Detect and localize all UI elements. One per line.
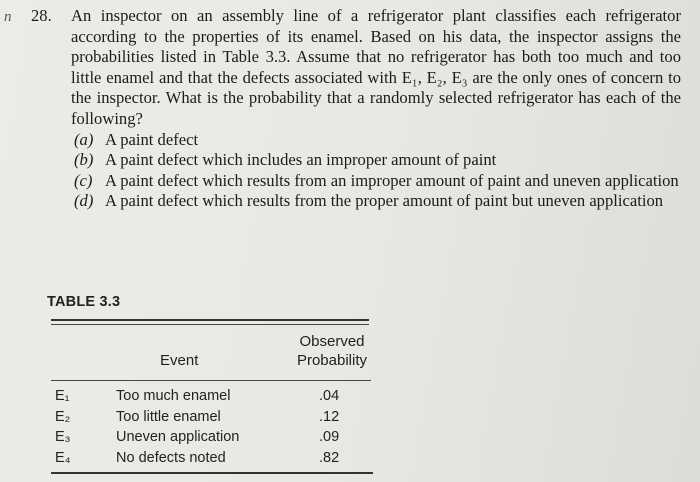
part-label: (d)	[74, 191, 94, 211]
problem-parts	[74, 130, 681, 212]
event-id: E₄	[55, 449, 71, 466]
part-a	[74, 130, 681, 151]
table-body	[53, 388, 375, 470]
event-name: No defects noted	[116, 449, 226, 466]
event-id: E₂	[55, 408, 71, 425]
part-b	[74, 150, 681, 171]
part-label: (a)	[74, 129, 94, 149]
event-probability: .04	[319, 388, 340, 404]
table-title: TABLE 3.3	[47, 294, 121, 310]
column-header-event: Event	[160, 352, 199, 369]
problem-28	[31, 6, 681, 212]
event-probability: .09	[319, 429, 340, 445]
table-rule-header	[51, 380, 371, 381]
table-row	[53, 429, 375, 450]
table-rule-top-thin	[51, 324, 369, 325]
table-rule-top	[51, 319, 369, 321]
part-label: (b)	[74, 150, 94, 170]
problem-number: 28.	[31, 6, 52, 25]
table-row	[53, 409, 375, 430]
table-row	[53, 450, 375, 471]
table-row	[53, 388, 375, 409]
problem-text: An inspector on an assembly line of a refrigerator plant classifies each refrigerator according to the properties of its enamel. Based on his data, the inspector assigns the probabilities listed in Table 3.3. Assume that no refrigerator has both too much and too little enamel and that the defects associated with E₁, E₂, E₃ are the only ones of concern to the inspector. What is the probability that a randomly selected refrigerator has each of the following?	[71, 6, 681, 128]
part-text: A paint defect	[105, 129, 199, 149]
part-d	[74, 191, 681, 212]
part-text: A paint defect which results from the proper amount of paint but uneven application	[105, 191, 664, 211]
event-name: Uneven application	[116, 429, 240, 445]
part-label: (c)	[74, 170, 93, 190]
event-name: Too little enamel	[116, 408, 221, 425]
column-header-probability: Observed Probability	[296, 333, 368, 369]
margin-mark: n	[4, 9, 12, 25]
table-rule-bottom	[51, 472, 373, 474]
event-id: E₁	[55, 388, 70, 404]
table-3-3	[47, 294, 377, 466]
event-name: Too much enamel	[116, 388, 231, 404]
event-probability: .82	[319, 449, 340, 466]
part-text: A paint defect which results from an improper amount of paint and uneven application	[105, 170, 679, 190]
part-c	[74, 171, 681, 192]
part-text: A paint defect which includes an improper amount of paint	[105, 150, 497, 170]
event-probability: .12	[319, 408, 340, 425]
event-id: E₃	[55, 429, 71, 445]
